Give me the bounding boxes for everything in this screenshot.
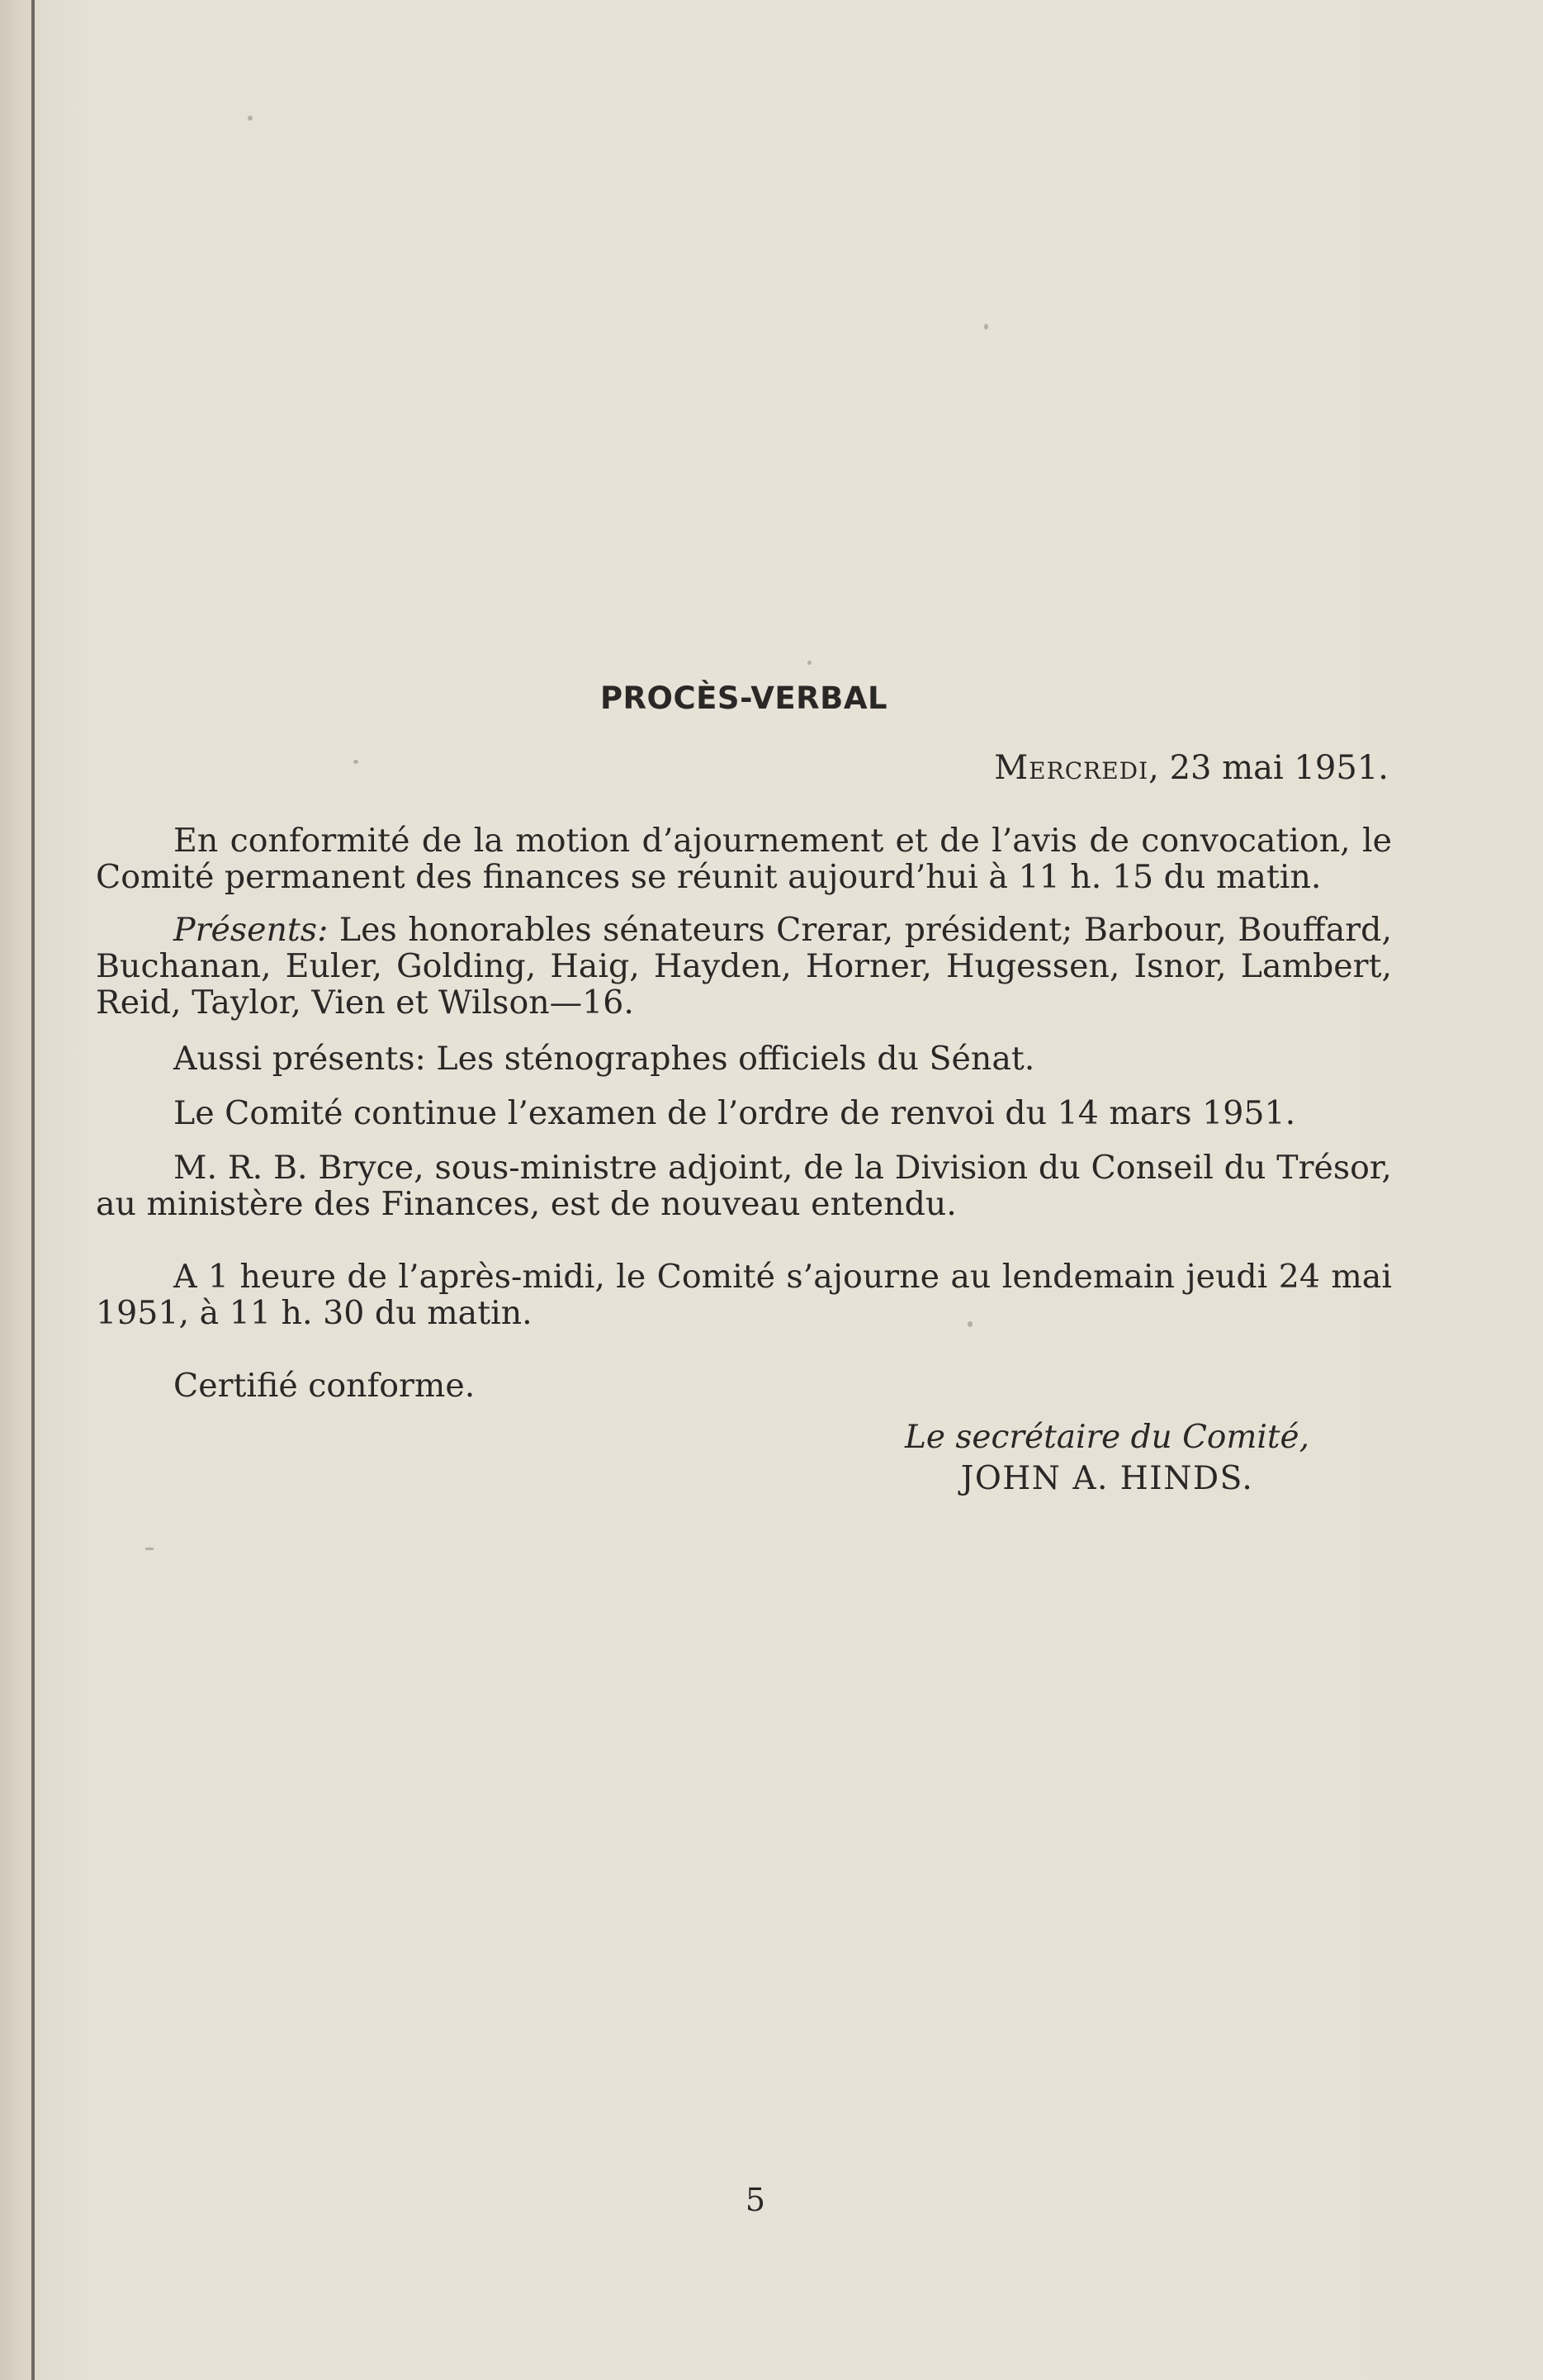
page-number: 5 bbox=[745, 2182, 766, 2218]
paper-speck bbox=[807, 661, 812, 665]
signature-role: Le secrétaire du Comité, bbox=[905, 1419, 1309, 1456]
paper-speck bbox=[353, 760, 358, 764]
paper-speck bbox=[984, 324, 988, 330]
meeting-date bbox=[994, 749, 1389, 787]
binding-edge bbox=[0, 0, 43, 2380]
certified-paragraph: Certifié conforme. bbox=[173, 1367, 476, 1405]
meeting-day: Mercredi bbox=[994, 749, 1149, 787]
document-title: PROCÈS-VERBAL bbox=[599, 680, 888, 716]
adjournment-paragraph: A 1 heure de l’après-midi, le Comité s’ajourne au lendemain jeudi 24 mai 1951, à 11 h. 30 du matin. bbox=[96, 1258, 1392, 1332]
witness-paragraph: M. R. B. Bryce, sous-ministre adjoint, de la Division du Conseil du Trésor, au ministère des Finances, est de nouveau entendu. bbox=[96, 1149, 1392, 1223]
presents-label: Présents: bbox=[173, 911, 329, 949]
meeting-date-rest: , 23 mai 1951. bbox=[1148, 749, 1389, 787]
presents-list: Les honorables sénateurs Crerar, président; Barbour, Bouffard, Buchanan, Euler, Golding, Haig, Hayden, Horner, Hugessen, Isnor, Lambert, Reid, Taylor, Vien et Wilson—16. bbox=[96, 911, 1392, 1022]
presents-paragraph bbox=[96, 912, 1392, 1021]
signature-name: JOHN A. HINDS. bbox=[960, 1460, 1254, 1497]
paper-speck bbox=[248, 116, 253, 121]
binding-line bbox=[31, 0, 35, 2380]
also-present-paragraph: Aussi présents: Les sténographes officiels du Sénat. bbox=[173, 1040, 1035, 1078]
paper-speck bbox=[145, 1548, 154, 1550]
signature-block bbox=[905, 1417, 1309, 1500]
committee-continues-paragraph: Le Comité continue l’examen de l’ordre de renvoi du 14 mars 1951. bbox=[173, 1094, 1296, 1132]
opening-paragraph: En conformité de la motion d’ajournement et de l’avis de convocation, le Comité permanent des finances se réunit aujourd’hui à 11 h. 15 du matin. bbox=[96, 822, 1392, 896]
